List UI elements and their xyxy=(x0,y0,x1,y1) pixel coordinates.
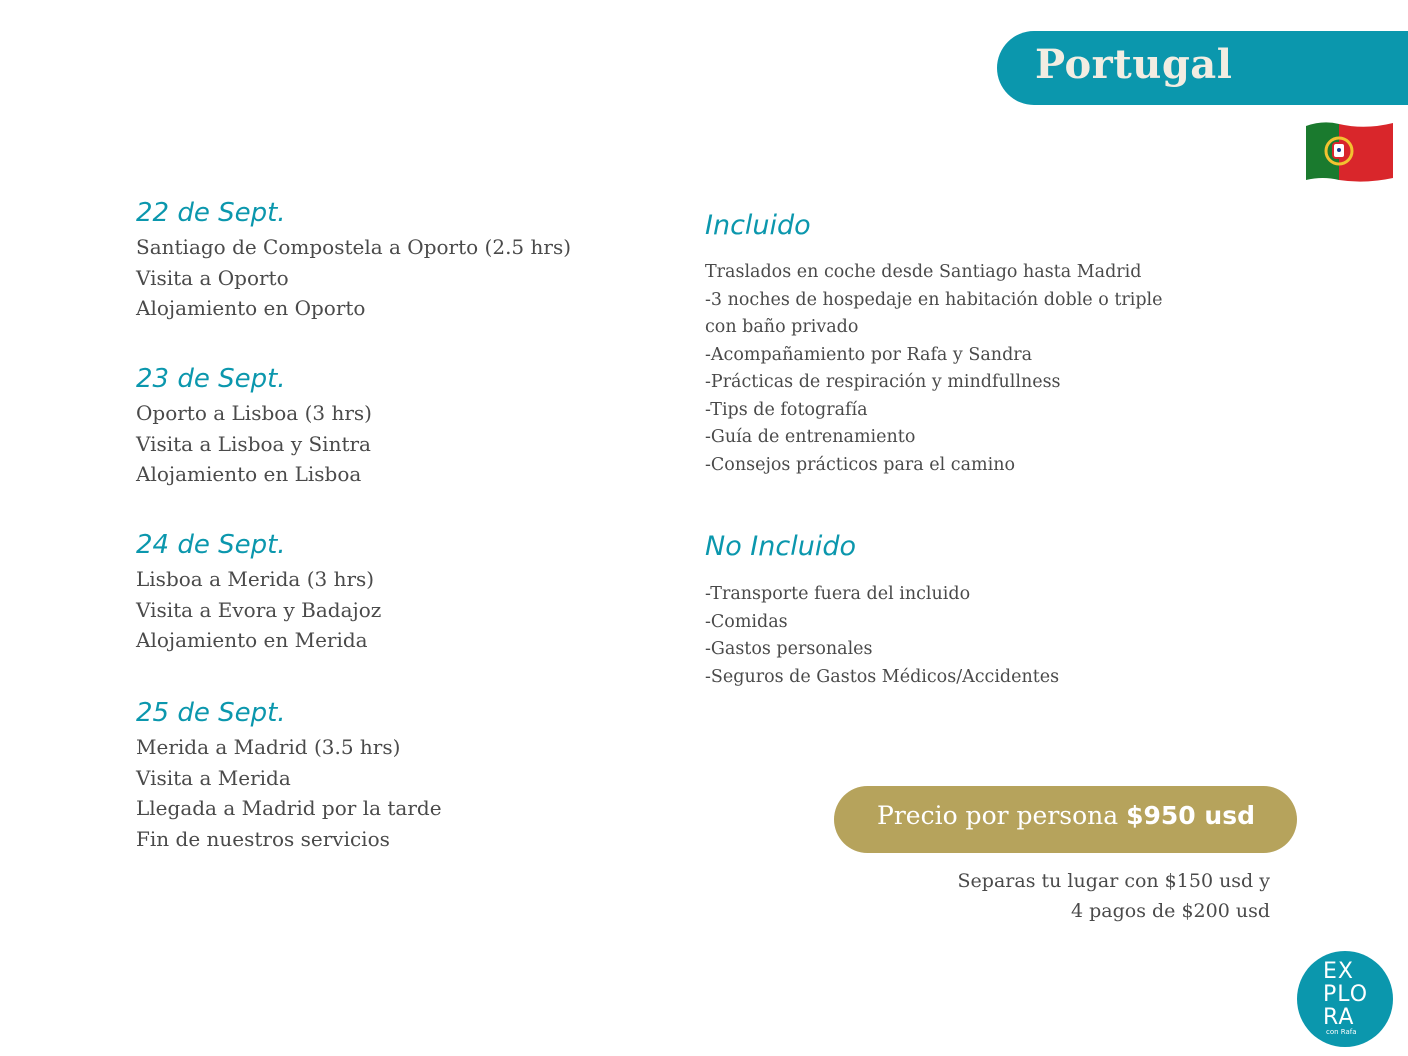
not-included-heading: No Incluido xyxy=(705,531,856,562)
itinerary-day-2 xyxy=(136,362,372,490)
day-date: 22 de Sept. xyxy=(136,198,286,228)
price-amount: $950 usd xyxy=(1126,801,1255,830)
list-item: Traslados en coche desde Santiago hasta Madrid xyxy=(705,262,1142,282)
list-item: -Acompañamiento por Rafa y Sandra xyxy=(705,344,1033,365)
itinerary-day-3 xyxy=(136,528,381,656)
deposit-line: Separas tu lugar con $150 usd y xyxy=(957,870,1270,892)
list-item: -Prácticas de respiración y mindfullness xyxy=(705,372,1061,392)
day-line: Llegada a Madrid por la tarde xyxy=(136,796,442,820)
included-list xyxy=(705,259,1162,479)
day-line: Lisboa a Merida (3 hrs) xyxy=(136,567,375,591)
logo-text: EX xyxy=(1323,959,1354,984)
page-title: Portugal xyxy=(1035,41,1233,88)
list-item: -Comidas xyxy=(705,611,788,632)
itinerary-day-1 xyxy=(136,196,571,324)
day-line: Alojamiento en Merida xyxy=(136,628,368,652)
deposit-info xyxy=(958,866,1270,926)
day-line: Merida a Madrid (3.5 hrs) xyxy=(136,735,401,759)
list-item: -Tips de fotografía xyxy=(705,399,868,420)
list-item: -Seguros de Gastos Médicos/Accidentes xyxy=(705,666,1060,687)
list-item: -Consejos prácticos para el camino xyxy=(705,454,1016,475)
day-date: 24 de Sept. xyxy=(136,530,286,560)
day-line: Alojamiento en Oporto xyxy=(136,296,366,320)
price-badge xyxy=(834,786,1297,853)
portugal-flag-icon xyxy=(1303,120,1395,182)
logo-text: PLO xyxy=(1323,982,1369,1007)
day-line: Alojamiento en Lisboa xyxy=(136,462,362,486)
day-line: Oporto a Lisboa (3 hrs) xyxy=(136,401,372,425)
day-line: Visita a Oporto xyxy=(136,265,289,290)
deposit-line: 4 pagos de $200 usd xyxy=(1071,900,1270,922)
logo-text: RA xyxy=(1323,1005,1355,1030)
price-label: Precio por persona xyxy=(877,801,1119,830)
day-line: Visita a Merida xyxy=(136,765,291,790)
day-line: Fin de nuestros servicios xyxy=(136,826,390,851)
logo-subtext: con Rafa xyxy=(1326,1028,1357,1036)
title-banner xyxy=(997,31,1408,105)
day-date: 23 de Sept. xyxy=(136,364,286,394)
list-item: -Gastos personales xyxy=(705,639,873,659)
list-item: -Guía de entrenamiento xyxy=(705,427,916,447)
not-included-list xyxy=(705,581,1059,691)
explora-logo xyxy=(1297,951,1393,1047)
list-item: -3 noches de hospedaje en habitación doble o triple xyxy=(705,289,1163,310)
day-date: 25 de Sept. xyxy=(136,698,286,728)
day-line: Visita a Evora y Badajoz xyxy=(136,597,382,622)
itinerary-day-4 xyxy=(136,696,442,854)
included-heading: Incluido xyxy=(705,210,811,241)
list-item: con baño privado xyxy=(705,317,859,337)
day-line: Santiago de Compostela a Oporto (2.5 hrs) xyxy=(136,235,572,259)
day-line: Visita a Lisboa y Sintra xyxy=(136,431,371,456)
price-text xyxy=(877,801,1255,830)
list-item: -Transporte fuera del incluido xyxy=(705,584,971,604)
